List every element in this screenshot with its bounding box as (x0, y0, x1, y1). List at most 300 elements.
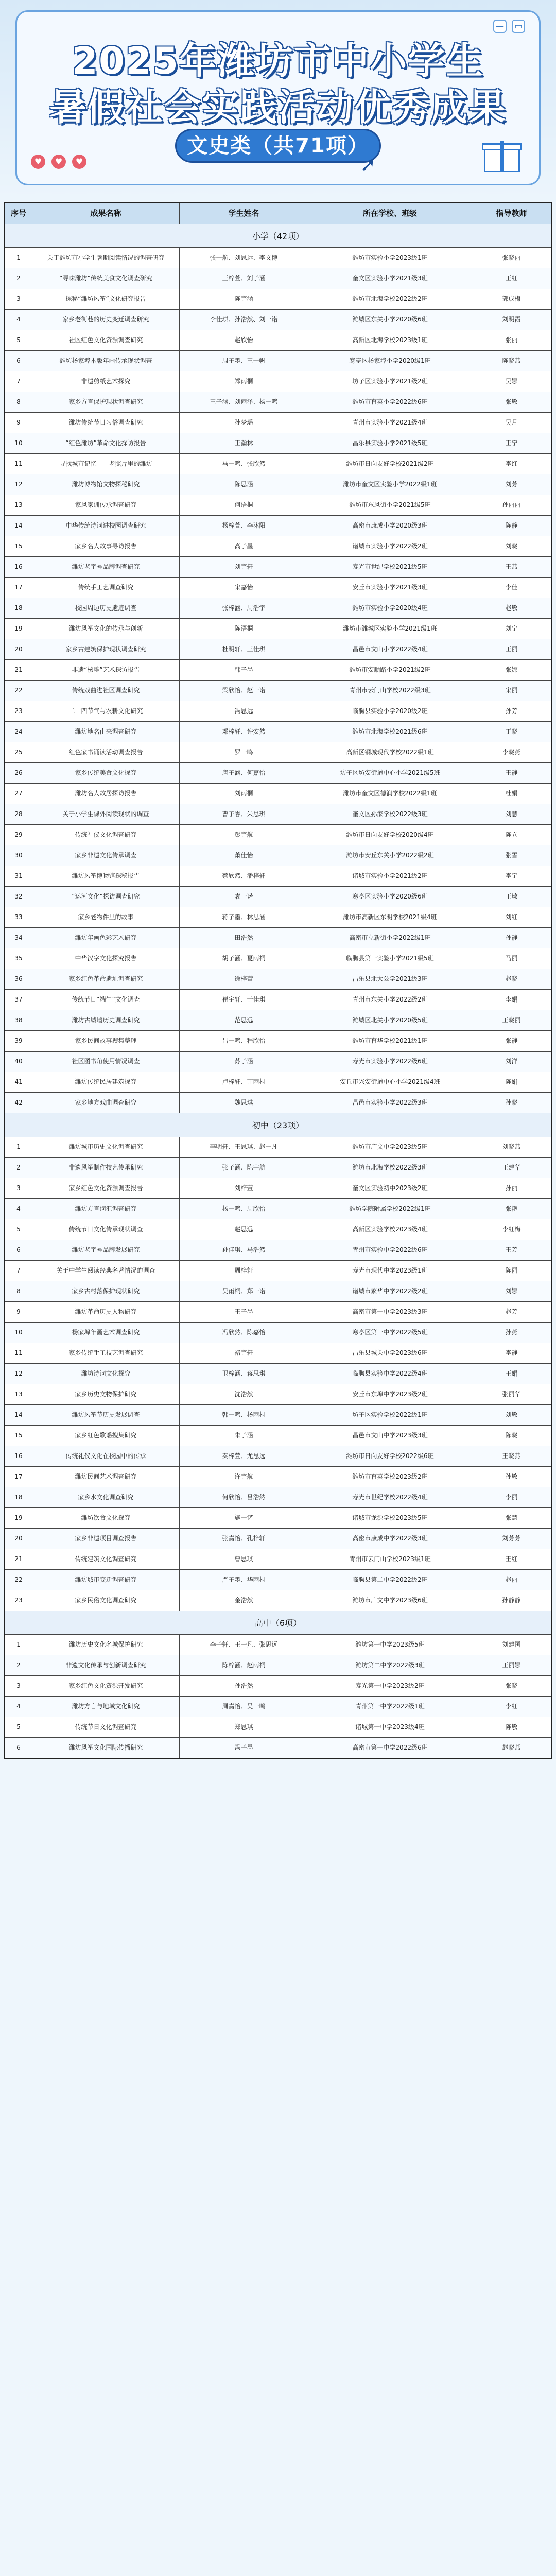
row-title: 传统节日文化传承现状调查 (32, 1219, 179, 1240)
row-index: 5 (16, 1723, 21, 1731)
row-teacher: 吴月 (472, 413, 551, 433)
row-teacher: 王娟 (472, 1364, 551, 1384)
row-school: 临朐县第二中学2022级2班 (308, 1570, 472, 1590)
row-index: 9 (16, 1308, 21, 1315)
row-title: 传统节日文化调查研究 (32, 1717, 179, 1737)
row-school: 诸城市实验小学2022级2班 (308, 536, 472, 556)
row-students: 梁欣怡、赵一诺 (179, 681, 308, 701)
table-row (5, 1507, 551, 1528)
row-teacher: 陈晓燕 (472, 351, 551, 371)
row-students: 孙浩然 (179, 1676, 308, 1696)
table-row (5, 701, 551, 721)
row-teacher: 张丽华 (472, 1384, 551, 1404)
row-school: 昌邑市文山中学2023级3班 (308, 1426, 472, 1446)
row-title: 潍坊历史文化名城保护研究 (32, 1635, 179, 1655)
table-row (5, 1487, 551, 1507)
hearts-decoration (31, 155, 86, 169)
row-teacher: 陈丽 (472, 1261, 551, 1281)
row-students: 秦梓萱、尤思远 (179, 1446, 308, 1466)
row-school: 寒亭区杨家埠小学2020级1班 (308, 351, 472, 371)
table-row (5, 1322, 551, 1343)
table-row (5, 1737, 551, 1758)
row-students: 周子墨、王一帆 (179, 351, 308, 371)
row-index: 39 (14, 1037, 23, 1044)
row-school: 高密市立新街小学2022级1班 (308, 928, 472, 948)
row-teacher: 吴娜 (472, 371, 551, 392)
row-teacher: 刘芳芳 (472, 1529, 551, 1549)
table-row (5, 289, 551, 309)
maximize-icon: ▭ (512, 20, 525, 33)
row-title: 社区图书角使用情况调查 (32, 1052, 179, 1072)
row-school: 潍坊市东风街小学2021级5班 (308, 495, 472, 515)
row-title: 关于中学生阅读经典名著情况的调查 (32, 1261, 179, 1281)
table-row (5, 927, 551, 948)
row-school: 寿光市世纪学校2022级4班 (308, 1487, 472, 1507)
row-teacher: 王宁 (472, 433, 551, 453)
minimize-icon: — (493, 20, 507, 33)
row-school: 临朐县实验中学2022级4班 (308, 1364, 472, 1384)
row-index: 30 (14, 852, 23, 859)
row-school: 潍坊市安顺路小学2021级2班 (308, 660, 472, 680)
row-index: 22 (14, 1576, 23, 1583)
row-students: 胡子涵、夏雨桐 (179, 948, 308, 969)
row-students: 孙梦瑶 (179, 413, 308, 433)
row-teacher: 张晓 (472, 1676, 551, 1696)
table-row (5, 1634, 551, 1655)
table-row (5, 495, 551, 515)
table-row (5, 1569, 551, 1590)
row-school: 坊子区坊安街道中心小学2021级5班 (308, 763, 472, 783)
row-school: 安丘市实验小学2021级3班 (308, 578, 472, 598)
row-index: 13 (14, 1391, 23, 1398)
row-teacher: 刘明霞 (472, 310, 551, 330)
row-school: 寿光市世纪学校2021级5班 (308, 557, 472, 577)
row-school: 潍坊学院附属学校2022级1班 (308, 1199, 472, 1219)
row-school: 潍坊第一中学2023级5班 (308, 1635, 472, 1655)
table-row (5, 845, 551, 866)
row-teacher: 李晓燕 (472, 742, 551, 762)
row-teacher: 孙静静 (472, 1590, 551, 1611)
row-index: 6 (16, 357, 21, 364)
row-teacher: 王晓燕 (472, 1446, 551, 1466)
row-school: 安丘市东埠中学2023级2班 (308, 1384, 472, 1404)
table-row (5, 1446, 551, 1466)
row-students: 蒋子墨、林思涵 (179, 907, 308, 927)
heart-icon: ♥ (31, 155, 45, 169)
table-row (5, 618, 551, 639)
table-row (5, 1030, 551, 1051)
row-title: 潍坊城市变迁调查研究 (32, 1570, 179, 1590)
row-index: 5 (16, 336, 21, 344)
table-row (5, 1384, 551, 1404)
row-teacher: 王晓丽 (472, 1010, 551, 1030)
subtitle-badge (175, 129, 381, 163)
row-index: 36 (14, 975, 23, 982)
row-school: 潍坊市实验小学2020级4班 (308, 598, 472, 618)
row-teacher: 赵丽 (472, 1570, 551, 1590)
row-school: 潍坊市育华学校2021级1班 (308, 1031, 472, 1051)
row-students: 罗一鸣 (179, 742, 308, 762)
row-index: 1 (16, 1143, 21, 1150)
row-teacher: 赵晓 (472, 969, 551, 989)
table-row (5, 1655, 551, 1675)
section-header: 初中（23项） (5, 1113, 551, 1137)
row-index: 21 (14, 666, 23, 673)
row-students: 王瀚林 (179, 433, 308, 453)
table-row (5, 1717, 551, 1737)
row-students: 徐梓萱 (179, 969, 308, 989)
row-index: 20 (14, 1535, 23, 1542)
column-header-students: 学生姓名 (179, 203, 308, 224)
column-header-teacher: 指导教师 (472, 203, 551, 224)
table-body (5, 224, 551, 1758)
row-school: 潍坊市北海学校2022级3班 (308, 1158, 472, 1178)
row-index: 1 (16, 254, 21, 261)
row-school: 潍坊市北海学校2021级6班 (308, 722, 472, 742)
row-title: 潍坊老字号品牌调查研究 (32, 557, 179, 577)
row-teacher: 李娟 (472, 990, 551, 1010)
row-title: 家乡方言保护现状调查研究 (32, 392, 179, 412)
heart-icon: ♥ (72, 155, 86, 169)
row-students: 褚宇轩 (179, 1343, 308, 1363)
row-school: 寿光第一中学2023级2班 (308, 1676, 472, 1696)
row-teacher: 王静 (472, 763, 551, 783)
row-teacher: 赵敏 (472, 598, 551, 618)
row-title: 家乡民俗文化调查研究 (32, 1590, 179, 1611)
row-school: 高新区钢城现代学校2022级1班 (308, 742, 472, 762)
row-school: 潍坊市广文中学2023级6班 (308, 1590, 472, 1611)
row-students: 王子涵、刘雨泽、杨一鸣 (179, 392, 308, 412)
row-students: 王梓萱、刘子涵 (179, 268, 308, 289)
row-index: 41 (14, 1078, 23, 1086)
table-row (5, 721, 551, 742)
row-students: 李佳琪、孙浩然、刘一诺 (179, 310, 308, 330)
heart-icon: ♥ (51, 155, 66, 169)
row-title: 家乡红色文化资源调查报告 (32, 1178, 179, 1198)
row-teacher: 王敏 (472, 887, 551, 907)
row-title: 家乡古村落保护现状研究 (32, 1281, 179, 1301)
row-students: 郑思琪 (179, 1717, 308, 1737)
row-school: 潍坊市北海学校2022级2班 (308, 289, 472, 309)
table-row (5, 886, 551, 907)
table-row (5, 1425, 551, 1446)
row-students: 陈宇涵 (179, 289, 308, 309)
row-school: 青州市东关小学2022级2班 (308, 990, 472, 1010)
table-row (5, 680, 551, 701)
row-teacher: 刘建国 (472, 1635, 551, 1655)
table-row (5, 453, 551, 474)
row-title: “运河文化”探访调查研究 (32, 887, 179, 907)
row-teacher: 刘娜 (472, 1281, 551, 1301)
row-teacher: 张艳 (472, 1199, 551, 1219)
row-school: 诸城市繁华中学2022级2班 (308, 1281, 472, 1301)
row-students: 张梓涵、周浩宇 (179, 598, 308, 618)
row-index: 3 (16, 1184, 21, 1192)
row-school: 潍坊市日向友好学校2021级2班 (308, 454, 472, 474)
row-teacher: 刘芳 (472, 474, 551, 495)
row-school: 潍城区北关小学2020级5班 (308, 1010, 472, 1030)
row-index: 10 (14, 439, 23, 447)
row-students: 萧佳怡 (179, 845, 308, 866)
column-header-title: 成果名称 (32, 203, 179, 224)
row-teacher: 陈立 (472, 825, 551, 845)
row-title: 校园周边历史遗迹调查 (32, 598, 179, 618)
row-students: 袁一诺 (179, 887, 308, 907)
row-students: 卢梓轩、丁雨桐 (179, 1072, 308, 1092)
table-row (5, 639, 551, 659)
row-students: 杨一鸣、周欣怡 (179, 1199, 308, 1219)
table-row (5, 474, 551, 495)
row-title: 潍坊方言词汇调查研究 (32, 1199, 179, 1219)
row-index: 15 (14, 543, 23, 550)
row-students: 高子墨 (179, 536, 308, 556)
row-teacher: 王燕 (472, 557, 551, 577)
row-school: 临朐县实验小学2020级2班 (308, 701, 472, 721)
row-title: 潍坊古城墙历史调查研究 (32, 1010, 179, 1030)
row-students: 赵欣怡 (179, 330, 308, 350)
row-school: 昌乐县实验小学2021级5班 (308, 433, 472, 453)
row-teacher: 马丽 (472, 948, 551, 969)
row-index: 5 (16, 1226, 21, 1233)
row-students: 刘雨桐 (179, 784, 308, 804)
row-title: 潍坊城市历史文化调查研究 (32, 1137, 179, 1157)
row-school: 昌乐县北大公学2021级3班 (308, 969, 472, 989)
row-title: 家乡非遗项目调查报告 (32, 1529, 179, 1549)
row-index: 11 (14, 1349, 23, 1357)
row-school: 寿光市现代中学2023级1班 (308, 1261, 472, 1281)
row-teacher: 刘慧 (472, 804, 551, 824)
row-school: 昌乐县城关中学2023级6班 (308, 1343, 472, 1363)
row-title: 潍坊杨家埠木版年画传承现状调查 (32, 351, 179, 371)
row-title: 中华传统诗词进校园调查研究 (32, 516, 179, 536)
table-row (5, 1590, 551, 1611)
row-title: 传统礼仪文化在校园中的传承 (32, 1446, 179, 1466)
row-title: 潍坊地名由来调查研究 (32, 722, 179, 742)
row-students: 周嘉怡、吴一鸣 (179, 1697, 308, 1717)
row-students: 吕一鸣、程欣怡 (179, 1031, 308, 1051)
table-row (5, 412, 551, 433)
row-students: 吴雨桐、郑一诺 (179, 1281, 308, 1301)
row-students: 韩子墨 (179, 660, 308, 680)
table-row (5, 989, 551, 1010)
row-students: 金浩然 (179, 1590, 308, 1611)
subtitle: 文史类（共71项） (187, 134, 369, 158)
row-school: 潍坊市日向友好学校2020级4班 (308, 825, 472, 845)
row-students: 杨梓萱、李沐阳 (179, 516, 308, 536)
row-index: 18 (14, 604, 23, 612)
table-row (5, 783, 551, 804)
row-title: 家乡传统美食文化探究 (32, 763, 179, 783)
table-row (5, 350, 551, 371)
row-title: 社区红色文化资源调查研究 (32, 330, 179, 350)
row-index: 14 (14, 1411, 23, 1418)
row-title: 家乡历史文物保护研究 (32, 1384, 179, 1404)
row-index: 6 (16, 1744, 21, 1751)
cursor-icon: ➚ (360, 155, 376, 176)
row-teacher: 王红 (472, 268, 551, 289)
row-students: 唐子涵、何嘉怡 (179, 763, 308, 783)
row-title: 家乡红色革命遗址调查研究 (32, 969, 179, 989)
row-school: 奎文区实验初中2023级2班 (308, 1178, 472, 1198)
row-title: 探秘“潍坊风筝”文化研究报告 (32, 289, 179, 309)
row-students: 杜明轩、王佳琪 (179, 639, 308, 659)
row-index: 1 (16, 1641, 21, 1648)
row-school: 高密市康成小学2020级3班 (308, 516, 472, 536)
table-row (5, 1260, 551, 1281)
row-index: 28 (14, 810, 23, 818)
row-title: 家乡民间故事搜集整理 (32, 1031, 179, 1051)
row-teacher: 孙晓 (472, 1093, 551, 1113)
row-title: 非遗“核雕”艺术探访报告 (32, 660, 179, 680)
row-index: 4 (16, 316, 21, 323)
row-students: 何欣怡、吕浩然 (179, 1487, 308, 1507)
row-title: 传统节日“端午”文化调查 (32, 990, 179, 1010)
row-index: 40 (14, 1058, 23, 1065)
row-title: 家乡水文化调查研究 (32, 1487, 179, 1507)
row-school: 潍坊市育英小学2022级6班 (308, 392, 472, 412)
row-students: 郑雨桐 (179, 371, 308, 392)
row-students: 韩一鸣、杨雨桐 (179, 1405, 308, 1425)
row-school: 青州市实验中学2022级6班 (308, 1240, 472, 1260)
row-teacher: 刘红 (472, 907, 551, 927)
table-row (5, 1137, 551, 1157)
row-title: 潍坊风筝节历史发展调查 (32, 1405, 179, 1425)
row-students: 孙佳琪、马浩然 (179, 1240, 308, 1260)
row-students: 施一诺 (179, 1508, 308, 1528)
row-teacher: 李丽 (472, 1487, 551, 1507)
row-school: 临朐县第一实验小学2021级5班 (308, 948, 472, 969)
row-index: 2 (16, 1662, 21, 1669)
row-school: 潍坊第二中学2022级3班 (308, 1655, 472, 1675)
row-school: 高新区实验学校2023级4班 (308, 1219, 472, 1240)
row-teacher: 李静 (472, 1343, 551, 1363)
row-title: 家风家训传承调查研究 (32, 495, 179, 515)
row-school: 潍坊市实验小学2023级1班 (308, 248, 472, 268)
title-line-1: 2025年潍坊市中小学生 (72, 39, 484, 82)
row-title: 非遗风筝制作技艺传承研究 (32, 1158, 179, 1178)
section-header: 小学（42项） (5, 224, 551, 247)
row-students: 李明轩、王思琪、赵一凡 (179, 1137, 308, 1157)
row-index: 2 (16, 1164, 21, 1171)
row-teacher: 张雪 (472, 845, 551, 866)
row-students: 何语桐 (179, 495, 308, 515)
row-index: 13 (14, 501, 23, 509)
row-index: 14 (14, 522, 23, 529)
row-students: 马一鸣、张欣然 (179, 454, 308, 474)
row-school: 潍坊市奎文区实验小学2022级1班 (308, 474, 472, 495)
row-teacher: 张敏 (472, 392, 551, 412)
row-students: 彭宇航 (179, 825, 308, 845)
row-title: 家乡古建筑保护现状调查研究 (32, 639, 179, 659)
row-index: 33 (14, 913, 23, 921)
table-row (5, 309, 551, 330)
row-index: 16 (14, 1452, 23, 1460)
row-students: 王子墨 (179, 1302, 308, 1322)
row-school: 潍坊市奎文区德润学校2022级1班 (308, 784, 472, 804)
row-teacher: 陈娟 (472, 1072, 551, 1092)
row-school: 高密市康成中学2022级3班 (308, 1529, 472, 1549)
row-teacher: 杜娟 (472, 784, 551, 804)
row-school: 安丘市兴安街道中心小学2021级4班 (308, 1072, 472, 1092)
row-index: 12 (14, 481, 23, 488)
row-title: 潍坊博物馆文物探秘研究 (32, 474, 179, 495)
table-row (5, 1466, 551, 1487)
row-students: 张子涵、陈宇航 (179, 1158, 308, 1178)
table-row (5, 1198, 551, 1219)
row-title: 潍坊风筝文化国际传播研究 (32, 1738, 179, 1758)
row-school: 高密市第一中学2023级3班 (308, 1302, 472, 1322)
row-title: 潍坊饮食文化探究 (32, 1508, 179, 1528)
row-school: 青州市云门山学校2022级3班 (308, 681, 472, 701)
row-title: 潍坊方言与地域文化研究 (32, 1697, 179, 1717)
row-index: 17 (14, 1473, 23, 1480)
row-title: 家乡红色文化资源开发研究 (32, 1676, 179, 1696)
row-students: 宋嘉怡 (179, 578, 308, 598)
row-school: 潍城区东关小学2020级6班 (308, 310, 472, 330)
row-title: 家乡老物件里的故事 (32, 907, 179, 927)
row-title: 潍坊风筝博物馆探秘报告 (32, 866, 179, 886)
row-school: 潍坊市高新区东明学校2021级4班 (308, 907, 472, 927)
row-teacher: 张丽 (472, 330, 551, 350)
row-school: 昌邑市文山小学2022级4班 (308, 639, 472, 659)
row-teacher: 于晓 (472, 722, 551, 742)
table-row (5, 598, 551, 618)
row-teacher: 李佳 (472, 578, 551, 598)
row-students: 邓梓轩、许安然 (179, 722, 308, 742)
row-students: 范思远 (179, 1010, 308, 1030)
row-teacher: 王建华 (472, 1158, 551, 1178)
row-teacher: 王丽 (472, 639, 551, 659)
row-teacher: 李红 (472, 454, 551, 474)
row-title: 潍坊传统民居建筑探究 (32, 1072, 179, 1092)
row-students: 张嘉怡、孔梓轩 (179, 1529, 308, 1549)
table-row (5, 1010, 551, 1030)
row-teacher: 刘晓 (472, 536, 551, 556)
row-index: 23 (14, 707, 23, 715)
row-title: 家乡非遗文化传承调查 (32, 845, 179, 866)
table-row (5, 392, 551, 412)
row-students: 张一航、刘思远、李文博 (179, 248, 308, 268)
row-students: 许宇航 (179, 1467, 308, 1487)
row-school: 寒亭区第一中学2022级5班 (308, 1323, 472, 1343)
row-title: 传统礼仪文化调查研究 (32, 825, 179, 845)
row-students: 朱子涵 (179, 1426, 308, 1446)
row-title: 潍坊诗词文化探究 (32, 1364, 179, 1384)
row-title: 传统戏曲进社区调查研究 (32, 681, 179, 701)
row-students: 李子轩、王一凡、张思远 (179, 1635, 308, 1655)
row-index: 3 (16, 1682, 21, 1689)
row-teacher: 孙丽 (472, 1178, 551, 1198)
row-school: 青州市实验小学2021级4班 (308, 413, 472, 433)
row-index: 8 (16, 1287, 21, 1295)
row-teacher: 刘宁 (472, 619, 551, 639)
row-teacher: 赵芳 (472, 1302, 551, 1322)
row-index: 8 (16, 398, 21, 405)
row-teacher: 孙燕 (472, 1323, 551, 1343)
row-index: 31 (14, 872, 23, 879)
table-row (5, 1343, 551, 1363)
row-title: 家乡传统手工技艺调查研究 (32, 1343, 179, 1363)
row-title: 潍坊名人故居探访报告 (32, 784, 179, 804)
row-index: 20 (14, 646, 23, 653)
row-title: 中华汉字文化探究报告 (32, 948, 179, 969)
row-title: 杨家埠年画艺术调查研究 (32, 1323, 179, 1343)
row-teacher: 孙敏 (472, 1467, 551, 1487)
table-row (5, 762, 551, 783)
row-index: 25 (14, 749, 23, 756)
row-teacher: 陈静 (472, 516, 551, 536)
row-index: 16 (14, 563, 23, 570)
